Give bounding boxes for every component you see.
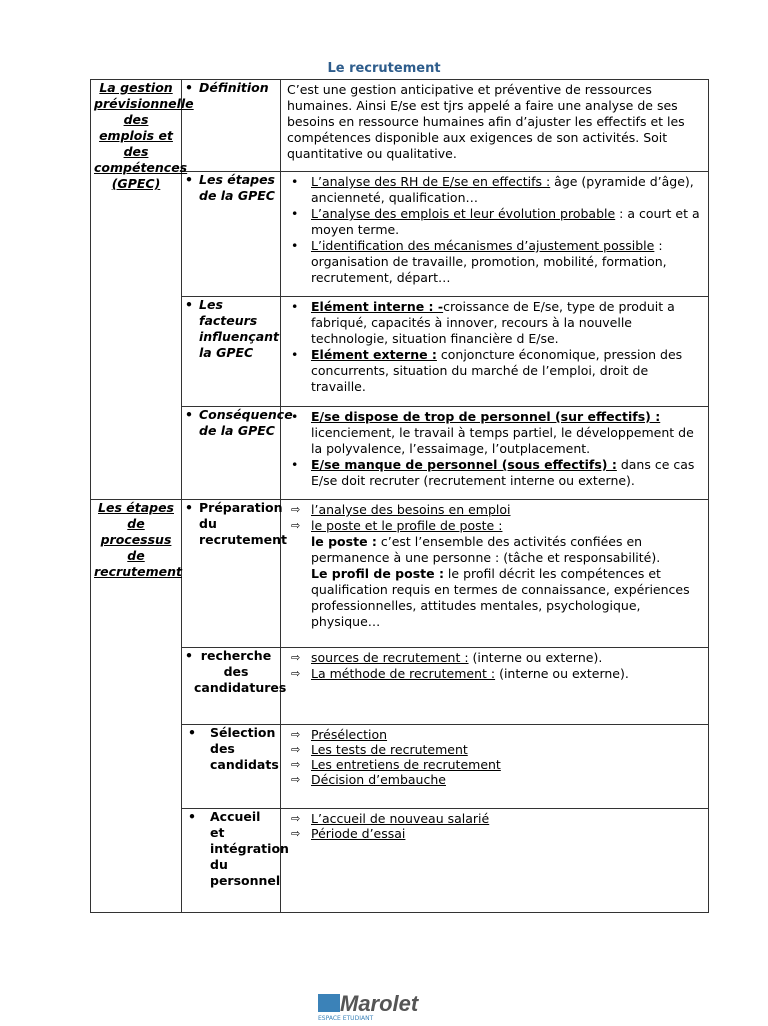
category-gpec: La gestion prévisionnelle des emplois et des compétences (GPEC) — [91, 80, 182, 500]
arrow-icon: ⇨ — [291, 827, 301, 840]
row-label-text: Préparation du recrutement — [199, 500, 287, 547]
row-label-text: Sélection des candidats — [210, 725, 279, 772]
item-text: : a court et a moyen terme. — [311, 206, 700, 237]
list-item — [287, 772, 704, 787]
item-head: L’identification des mécanismes d’ajustement possible — [311, 238, 655, 253]
item-text: L’accueil de nouveau salarié — [311, 811, 490, 826]
bullet-icon: • — [188, 725, 196, 740]
bullet-icon: • — [185, 648, 193, 663]
item-head: La méthode de recrutement : — [311, 666, 496, 681]
bullet-icon: • — [291, 174, 299, 189]
bullet-icon: • — [291, 347, 299, 362]
item-head: le poste : — [311, 534, 377, 549]
item-head: Elément externe : — [311, 347, 437, 362]
poste-definition — [287, 534, 704, 566]
list-item — [287, 811, 704, 826]
item-text: Présélection — [311, 727, 388, 742]
arrow-icon: ⇨ — [291, 773, 301, 786]
selection-content — [281, 725, 709, 809]
item-text: le profil décrit les compétences et qualification requis en termes de connaissance, expériences professionnelles, attitudes mentales, psychologique, physique… — [311, 566, 690, 629]
bullet-icon: • — [291, 238, 299, 253]
list-item — [287, 826, 704, 841]
logo-name: Marolet — [340, 991, 419, 1016]
list-item — [287, 650, 704, 666]
recruitment-table — [90, 79, 709, 913]
bullet-icon: • — [291, 206, 299, 221]
definition-text: C’est une gestion anticipative et préventive de ressources humaines. Ainsi E/se est tjrs appelé a faire une analyse de ses besoins en ressource humaines afin d’ajuster les effectifs et les compétences disponible aux exigences de son activités. Soit quantitative ou qualitative. — [281, 80, 709, 172]
item-text: licenciement, le travail à temps partiel, le développement de la polyvalence, l’essaimage, l’outplacement. — [311, 425, 694, 456]
bullet-icon: • — [185, 500, 193, 515]
row-label-accueil — [182, 809, 289, 913]
table-row — [91, 500, 709, 648]
item-text: conjoncture économique, pression des concurrents, situation du marché de l’emploi, droit de travaille. — [311, 347, 683, 394]
item-text: : organisation de travaille, promotion, mobilité, formation, recrutement, départ… — [311, 238, 667, 285]
list-item — [287, 518, 704, 534]
recherche-content — [281, 648, 709, 725]
row-label-facteurs — [182, 297, 281, 407]
bullet-icon: • — [185, 407, 193, 422]
table-row — [91, 725, 709, 809]
bullet-icon: • — [291, 457, 299, 472]
row-label-text: Les facteurs influençant la GPEC — [199, 297, 280, 360]
table-row — [91, 297, 709, 407]
row-label-text: recherche des candidatures — [194, 648, 287, 695]
item-head: L’analyse des RH de E/se en effectifs : — [311, 174, 551, 189]
bullet-icon: • — [185, 80, 193, 95]
list-item — [287, 757, 704, 772]
item-text: âge (pyramide d’âge), ancienneté, qualification… — [311, 174, 694, 205]
arrow-icon: ⇨ — [291, 667, 301, 680]
list-item — [287, 457, 704, 489]
item-text: Les entretiens de recrutement — [311, 757, 501, 772]
list-item — [287, 409, 704, 457]
arrow-icon: ⇨ — [291, 519, 301, 532]
bullet-icon: • — [185, 297, 193, 312]
item-text: l’analyse des besoins en emploi — [311, 502, 511, 517]
arrow-icon: ⇨ — [291, 503, 301, 516]
list-item — [287, 206, 704, 238]
category-processus: Les étapes de processus de recrutement — [91, 500, 182, 913]
arrow-icon: ⇨ — [291, 651, 301, 664]
list-item — [287, 238, 704, 286]
row-label-text: Les étapes de la GPEC — [199, 172, 275, 203]
row-label-text: Définition — [199, 80, 269, 95]
row-label-etapes — [182, 172, 281, 297]
list-item — [287, 742, 704, 757]
accueil-content — [281, 809, 709, 913]
item-head: E/se manque de personnel (sous effectifs) : — [311, 457, 617, 472]
table-row — [91, 172, 709, 297]
preparation-content — [281, 500, 709, 648]
list-item — [287, 727, 704, 742]
item-head: sources de recrutement : — [311, 650, 469, 665]
row-label-text: Accueil et intégration du personnel — [210, 809, 289, 888]
bullet-icon: • — [291, 299, 299, 314]
list-item — [287, 299, 704, 347]
consequence-content — [281, 407, 709, 500]
bullet-icon: • — [291, 409, 299, 424]
row-label-definition — [182, 80, 281, 172]
bullet-icon: • — [188, 809, 196, 824]
item-head: E/se dispose de trop de personnel (sur effectifs) : — [311, 409, 661, 424]
item-head: Le profil de poste : — [311, 566, 444, 581]
item-head: Elément interne : - — [311, 299, 444, 314]
row-label-recherche — [182, 648, 287, 725]
item-text: c’est l’ensemble des activités confiées en permanence à une personne : (tâche et responsabilité). — [311, 534, 661, 565]
item-text: croissance de E/se, type de produit a fabriqué, capacités à innover, recours à la nouvelle technologie, situation financière d E/se. — [311, 299, 675, 346]
page-title: Le recrutement — [327, 61, 441, 76]
row-label-consequence — [182, 407, 293, 500]
list-item — [287, 666, 704, 682]
item-text: Période d’essai — [311, 826, 406, 841]
table-row — [91, 648, 709, 725]
list-item — [287, 502, 704, 518]
item-text: (interne ou externe). — [495, 666, 629, 681]
table-row — [91, 80, 709, 172]
marolet-logo[interactable] — [318, 990, 458, 1022]
item-text: le poste et le profile de poste : — [311, 518, 503, 533]
row-label-preparation — [182, 500, 287, 648]
row-label-selection — [182, 725, 281, 809]
logo-mark — [318, 994, 340, 1012]
facteurs-content — [281, 297, 709, 407]
list-item — [287, 174, 704, 206]
arrow-icon: ⇨ — [291, 728, 301, 741]
row-label-text: Conséquence de la GPEC — [199, 407, 293, 438]
logo-tagline: ESPACE ETUDIANT — [318, 1015, 374, 1022]
logo-icon — [318, 990, 458, 1022]
table-row — [91, 407, 709, 500]
arrow-icon: ⇨ — [291, 758, 301, 771]
item-text: dans ce cas E/se doit recruter (recrutement interne ou externe). — [311, 457, 695, 488]
bullet-icon: • — [185, 172, 193, 187]
item-head: L’analyse des emplois et leur évolution probable — [311, 206, 616, 221]
item-text: (interne ou externe). — [468, 650, 603, 665]
profil-definition — [287, 566, 704, 630]
list-item — [287, 347, 704, 395]
table-row — [91, 809, 709, 913]
item-text: Les tests de recrutement — [311, 742, 468, 757]
etapes-content — [281, 172, 709, 297]
arrow-icon: ⇨ — [291, 743, 301, 756]
item-text: Décision d’embauche — [311, 772, 446, 787]
arrow-icon: ⇨ — [291, 812, 301, 825]
